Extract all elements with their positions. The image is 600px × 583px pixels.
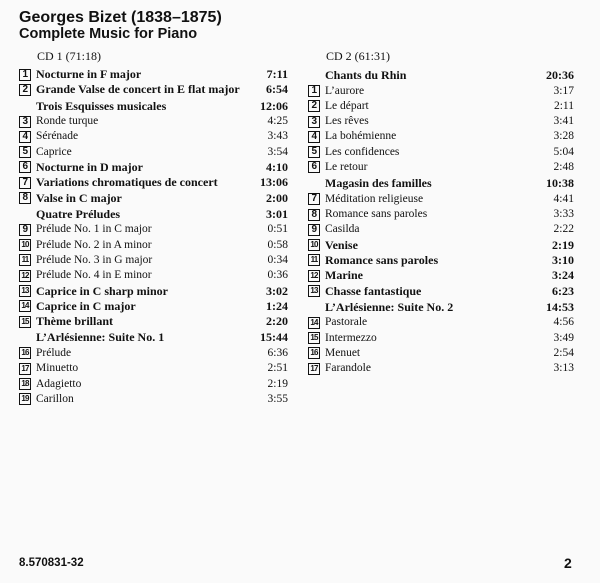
track-row — [19, 222, 288, 237]
track-title: Méditation religieuse — [325, 192, 424, 205]
track-number-box: 15 — [308, 332, 320, 344]
track-number-box: 8 — [308, 209, 320, 221]
track-row — [308, 160, 574, 175]
track-title: Marine — [325, 268, 363, 283]
work-group-row — [19, 98, 288, 115]
track-number-box: 18 — [19, 378, 31, 390]
track-title: Romance sans paroles — [325, 208, 428, 221]
track-row — [19, 346, 288, 361]
track-title: Grande Valse de concert in E flat major — [36, 82, 240, 97]
track-title: Intermezzo — [325, 331, 377, 344]
track-number-box: 5 — [19, 146, 31, 158]
work-group-row — [308, 175, 574, 192]
track-row — [19, 82, 288, 97]
track-number-box: 11 — [308, 254, 320, 266]
track-number-box: 7 — [19, 177, 31, 189]
track-row — [308, 284, 574, 299]
track-duration: 3:13 — [553, 362, 574, 375]
track-number-box: 2 — [308, 100, 320, 112]
track-duration: 5:04 — [553, 145, 574, 158]
work-group-row — [308, 299, 574, 316]
track-number-box: 11 — [19, 254, 31, 266]
track-title: L’Arlésienne: Suite No. 1 — [36, 330, 165, 345]
track-number-box: 13 — [19, 285, 31, 297]
track-number-box: 3 — [19, 116, 31, 128]
track-title: Romance sans paroles — [325, 252, 439, 267]
track-title: Farandole — [325, 362, 371, 375]
track-title: Caprice — [36, 145, 72, 158]
track-title: Nocturne in D major — [36, 159, 143, 174]
track-number-box: 14 — [19, 300, 31, 312]
work-group-row — [308, 67, 574, 84]
track-title: Prélude No. 1 in C major — [36, 223, 152, 236]
track-row — [19, 67, 288, 82]
track-row — [308, 114, 574, 129]
track-duration: 4:10 — [266, 159, 288, 174]
track-row — [308, 129, 574, 144]
track-row — [19, 377, 288, 392]
track-title: L’Arlésienne: Suite No. 2 — [325, 299, 454, 314]
track-title: Ronde turque — [36, 115, 99, 128]
track-row — [308, 346, 574, 361]
track-duration: 2:11 — [553, 99, 574, 112]
track-duration: 12:06 — [260, 98, 288, 113]
track-duration: 4:56 — [553, 316, 574, 329]
page-title: Georges Bizet (1838–1875) — [19, 9, 222, 26]
track-duration: 10:38 — [546, 176, 574, 191]
track-row — [308, 222, 574, 237]
track-title: Venise — [325, 237, 358, 252]
track-title: Variations chromatiques de concert — [36, 175, 218, 190]
track-row — [19, 145, 288, 160]
track-title: Trois Esquisses musicales — [36, 98, 167, 113]
track-number-box: 2 — [19, 84, 31, 96]
track-title: Pastorale — [325, 316, 368, 329]
track-duration: 2:19 — [267, 377, 288, 390]
track-row — [19, 238, 288, 253]
track-number-box: 9 — [19, 224, 31, 236]
track-duration: 3:28 — [553, 130, 574, 143]
track-duration: 6:23 — [552, 283, 574, 298]
track-duration: 6:36 — [267, 346, 288, 359]
track-title: Chasse fantastique — [325, 283, 422, 298]
track-title: Les rêves — [325, 115, 369, 128]
track-number-box: 9 — [308, 224, 320, 236]
cd1-column — [19, 48, 288, 407]
track-row — [308, 145, 574, 160]
track-duration: 0:34 — [267, 253, 288, 266]
track-duration: 4:25 — [267, 115, 288, 128]
track-title: Casilda — [325, 223, 360, 236]
track-row — [19, 160, 288, 175]
track-title: Le départ — [325, 99, 369, 112]
track-title: L’aurore — [325, 84, 365, 97]
track-number-box: 6 — [308, 161, 320, 173]
track-duration: 3:02 — [266, 283, 288, 298]
cd1-heading: CD 1 (71:18) — [37, 49, 101, 63]
track-duration: 2:19 — [552, 237, 574, 252]
track-title: Caprice in C major — [36, 298, 136, 313]
cd2-tracklist — [308, 67, 574, 377]
track-number-box: 1 — [19, 69, 31, 81]
track-row — [19, 129, 288, 144]
track-title: Carillon — [36, 392, 74, 405]
track-row — [308, 331, 574, 346]
track-row — [19, 253, 288, 268]
track-number-box: 14 — [308, 317, 320, 329]
track-title: La bohémienne — [325, 130, 397, 143]
track-duration: 14:53 — [546, 299, 574, 314]
track-row — [19, 361, 288, 376]
track-title: Minuetto — [36, 362, 79, 375]
track-row — [308, 361, 574, 376]
track-number-box: 8 — [19, 192, 31, 204]
track-row — [19, 392, 288, 407]
track-duration: 3:54 — [267, 145, 288, 158]
track-number-box: 19 — [19, 393, 31, 405]
track-number-box: 16 — [308, 347, 320, 359]
track-duration: 3:49 — [553, 331, 574, 344]
track-duration: 3:33 — [553, 208, 574, 221]
track-duration: 0:51 — [267, 223, 288, 236]
track-duration: 2:20 — [266, 314, 288, 329]
track-number-box: 4 — [19, 131, 31, 143]
track-number-box: 10 — [308, 239, 320, 251]
track-title: Menuet — [325, 346, 361, 359]
cd2-column — [308, 48, 574, 377]
track-row — [308, 192, 574, 207]
track-number-box: 5 — [308, 146, 320, 158]
track-duration: 3:10 — [552, 252, 574, 267]
track-duration: 1:24 — [266, 298, 288, 313]
track-title: Le retour — [325, 160, 368, 173]
track-row — [19, 114, 288, 129]
track-duration: 2:00 — [266, 190, 288, 205]
track-title: Adagietto — [36, 377, 82, 390]
track-duration: 0:58 — [267, 238, 288, 251]
track-row — [308, 268, 574, 283]
track-duration: 3:41 — [553, 115, 574, 128]
track-duration: 20:36 — [546, 68, 574, 82]
track-number-box: 15 — [19, 316, 31, 328]
track-duration: 3:43 — [267, 130, 288, 143]
page-subtitle: Complete Music for Piano — [19, 26, 198, 42]
track-duration: 2:48 — [553, 160, 574, 173]
cd1-tracklist — [19, 67, 288, 407]
track-row — [308, 84, 574, 99]
track-title: Thème brillant — [36, 314, 113, 329]
track-title: Prélude No. 4 in E minor — [36, 269, 152, 282]
track-title: Les confidences — [325, 145, 400, 158]
track-number-box: 4 — [308, 131, 320, 143]
track-duration: 4:41 — [553, 192, 574, 205]
track-row — [19, 175, 288, 190]
track-row — [308, 99, 574, 114]
track-row — [308, 207, 574, 222]
track-title: Nocturne in F major — [36, 67, 142, 81]
track-title: Chants du Rhin — [325, 68, 407, 82]
track-duration: 3:55 — [267, 392, 288, 405]
track-title: Prélude No. 3 in G major — [36, 253, 153, 266]
track-title: Prélude No. 2 in A minor — [36, 238, 152, 251]
track-number-box: 13 — [308, 285, 320, 297]
track-duration: 2:22 — [553, 223, 574, 236]
track-duration: 2:54 — [553, 346, 574, 359]
track-number-box: 17 — [308, 363, 320, 375]
track-title: Caprice in C sharp minor — [36, 283, 168, 298]
track-number-box: 12 — [308, 270, 320, 282]
track-duration: 13:06 — [260, 175, 288, 190]
track-duration: 3:17 — [553, 84, 574, 97]
track-number-box: 7 — [308, 193, 320, 205]
track-row — [19, 191, 288, 206]
track-number-box: 3 — [308, 116, 320, 128]
track-title: Valse in C major — [36, 190, 122, 205]
catalog-number: 8.570831-32 — [19, 557, 84, 569]
track-duration: 6:54 — [266, 82, 288, 97]
page-header — [19, 9, 222, 43]
track-row — [19, 299, 288, 314]
page-number: 2 — [564, 555, 572, 571]
track-row — [308, 315, 574, 330]
track-duration: 3:01 — [266, 206, 288, 221]
track-number-box: 1 — [308, 85, 320, 97]
track-row — [308, 253, 574, 268]
track-duration: 3:24 — [552, 268, 574, 283]
track-row — [19, 284, 288, 299]
work-group-row — [19, 329, 288, 346]
track-number-box: 10 — [19, 239, 31, 251]
track-duration: 0:36 — [267, 269, 288, 282]
track-title: Quatre Préludes — [36, 206, 121, 221]
track-row — [19, 314, 288, 329]
track-duration: 2:51 — [267, 362, 288, 375]
track-title: Prélude — [36, 346, 72, 359]
track-duration: 7:11 — [266, 67, 288, 81]
track-title: Magasin des familles — [325, 176, 432, 191]
cd2-heading: CD 2 (61:31) — [326, 49, 390, 63]
track-duration: 15:44 — [260, 330, 288, 345]
track-number-box: 16 — [19, 347, 31, 359]
work-group-row — [19, 206, 288, 223]
track-number-box: 6 — [19, 161, 31, 173]
track-row — [19, 268, 288, 283]
track-title: Sérénade — [36, 130, 79, 143]
track-row — [308, 238, 574, 253]
track-number-box: 17 — [19, 363, 31, 375]
track-number-box: 12 — [19, 270, 31, 282]
